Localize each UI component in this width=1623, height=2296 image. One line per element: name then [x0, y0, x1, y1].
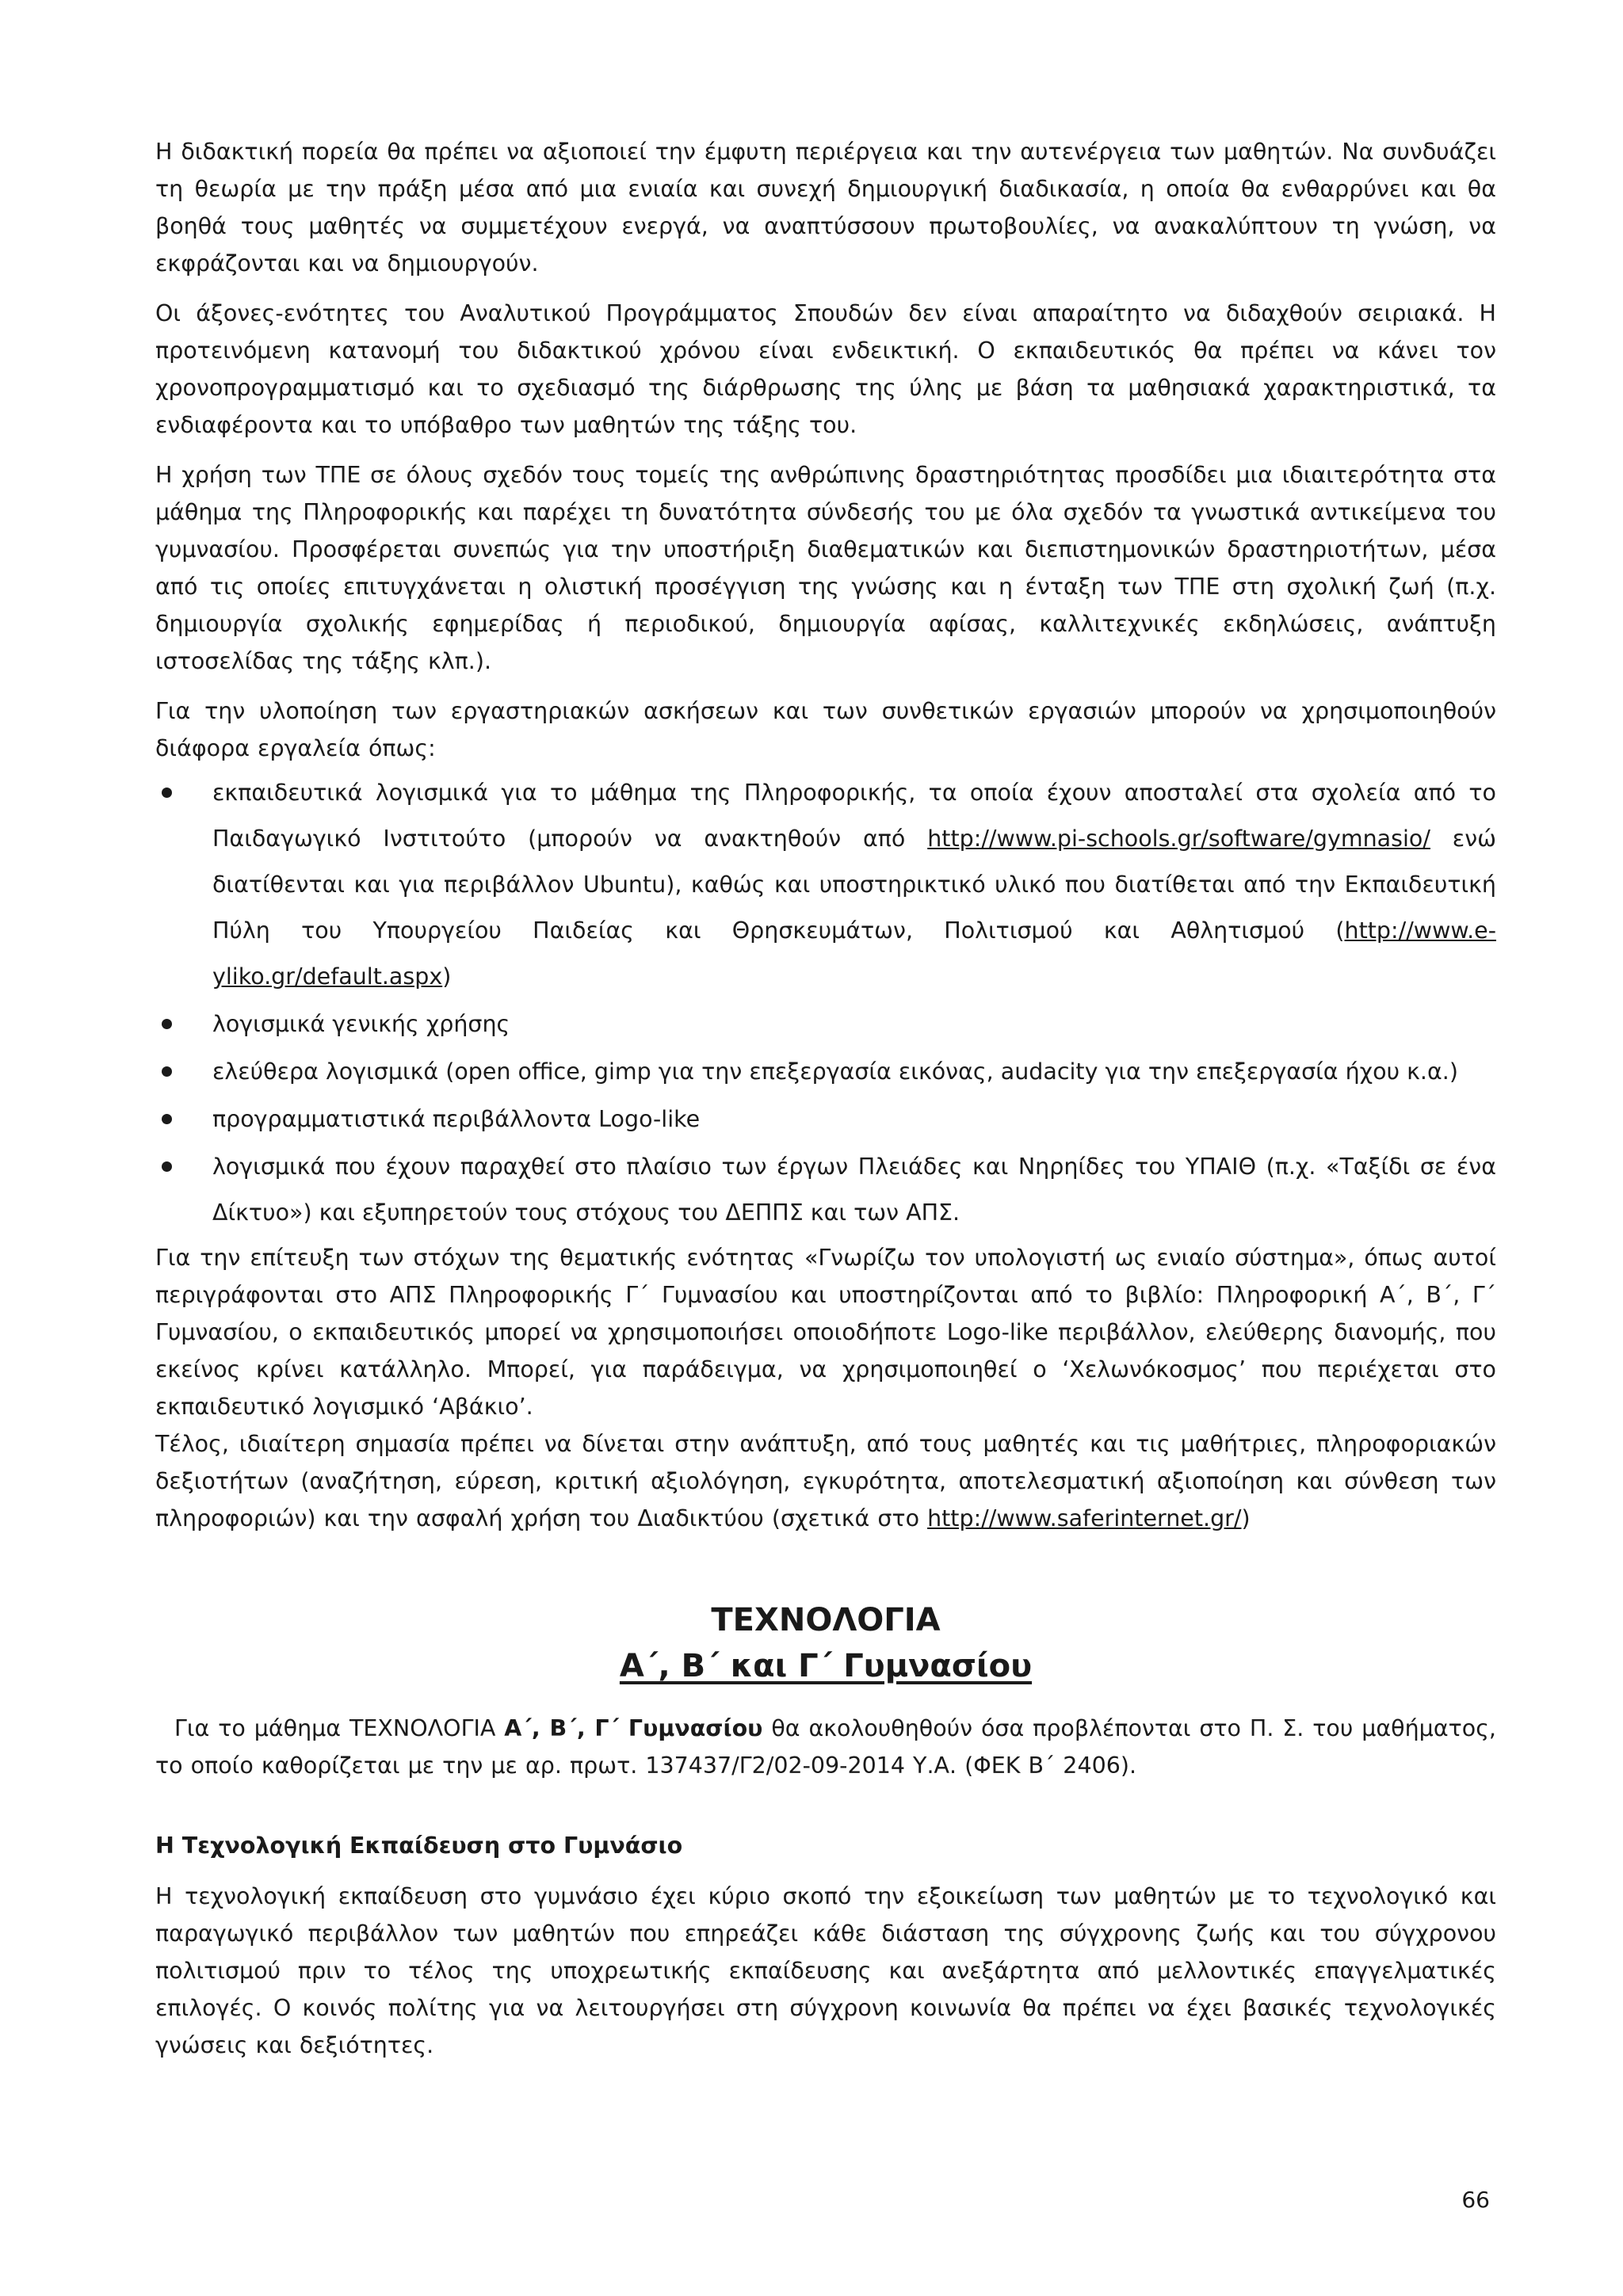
paragraph-ict-use: Η χρήση των ΤΠΕ σε όλους σχεδόν τους τομείς της ανθρώπινης δραστηριότητας προσδίδει μια ιδιαιτερότητα στα μάθημα της Πληροφορικής και παρέχει τη δυνατότητα σύνδεσής του με όλα σχεδόν τα γνωστικά αντικείμενα του γυμνασίου. Προσφέρεται συνεπώς για την υποστήριξη διαθεματικών και διεπιστημονικών δραστηριοτήτων, μέσα από τις οποίες επιτυγχάνεται η ολιστική προσέγγιση της γνώσης και η ένταξη των ΤΠΕ στη σχολική ζωή (π.χ. δημιουργία σχολικής εφημερίδας ή περιοδικού, δημιουργία αφίσας, καλλιτεχνικές εκδηλώσεις, ανάπτυξη ιστοσελίδας της τάξης κλπ.).: [155, 462, 1496, 674]
technology-subtitle: [155, 1645, 1496, 1688]
paragraph-information-skills: [155, 1425, 1496, 1537]
list-item-text: ): [442, 963, 452, 990]
paragraph-tools-intro: Για την υλοποίηση των εργαστηριακών ασκήσεων και των συνθετικών εργασιών μπορούν να χρησιμοποιηθούν διάφορα εργαλεία όπως:: [155, 698, 1496, 761]
paragraph-text: ): [1241, 1505, 1251, 1531]
list-item-general-software: [155, 1001, 1496, 1047]
bullet-icon: [162, 1066, 172, 1077]
bullet-icon: [162, 1161, 172, 1172]
bullet-icon: [162, 1114, 172, 1124]
section-heading-technological-education: Η Τεχνολογική Εκπαίδευση στο Γυμνάσιο: [155, 1833, 683, 1859]
paragraph-logo-environment: Για την επίτευξη των στόχων της θεματικής ενότητας «Γνωρίζω τον υπολογιστή ως ενιαίο σύστημα», όπως αυτοί περιγράφονται στο ΑΠΣ Πληροφορικής Γ΄ Γυμνασίου και υποστηρίζονται από το βιβλίο: Πληροφορική Α΄, Β΄, Γ΄ Γυμνασίου, ο εκπαιδευτικός μπορεί να χρησιμοποιήσει οποιοδήποτε Logo-like περιβάλλον, ελεύθερης διανομής, που εκείνος κρίνει κατάλληλο. Μπορεί, για παράδειγμα, να χρησιμοποιηθεί ο ‘Χελωνόκοσμος’ που περιέχεται στο εκπαιδευτικό λογισμικό ‘Αβάκιο’.: [155, 1245, 1496, 1420]
tools-list: [155, 770, 1496, 1236]
technology-title: ΤΕΧΝΟΛΟΓΙΑ: [711, 1602, 941, 1638]
list-item-project-software: [155, 1144, 1496, 1236]
bullet-icon: [162, 788, 172, 798]
list-item-text: λογισμικά που έχουν παραχθεί στο πλαίσιο των έργων Πλειάδες και Νηρηίδες του ΥΠΑΙΘ (π.χ. «Ταξίδι σε ένα Δίκτυο») και εξυπηρετούν τους στόχους του ΔΕΠΠΣ και των ΑΠΣ.: [212, 1154, 1496, 1226]
list-item-text: εκπαιδευτικά λογισμικά για το μάθημα της Πληροφορικής, τα οποία έχουν αποσταλεί στα σχολεία από το Παιδαγωγικό Ινστιτούτο (μπορούν να ανακτηθούν από: [212, 780, 1496, 852]
paragraph-technological-education: Η τεχνολογική εκπαίδευση στο γυμνάσιο έχει κύριο σκοπό την εξοικείωση των μαθητών με το τεχνολογικό και παραγωγικό περιβάλλον των μαθητών που επηρεάζει κάθε διάσταση της σύγχρονης ζωής και του σύγχρονου πολιτισμού πριν το τέλος της υποχρεωτικής εκπαίδευσης και ανεξάρτητα από μελλοντικές επαγγελματικές επιλογές. Ο κοινός πολίτης για να λειτουργήσει στη σύγχρονη κοινωνία θα πρέπει να έχει βασικές τεχνολογικές γνώσεις και δεξιότητες.: [155, 1883, 1496, 2058]
paragraph-technology-intro: [155, 1710, 1496, 1784]
list-item-text: ελεύθερα λογισμικά (open office, gimp για την επεξεργασία εικόνας, audacity για την επεξεργασία ήχου κ.α.): [212, 1058, 1458, 1085]
technology-subtitle-text: Α΄, Β΄ και Γ΄ Γυμνασίου: [619, 1648, 1033, 1684]
list-item-text: λογισμικά γενικής χρήσης: [212, 1011, 510, 1037]
list-item-free-software: [155, 1049, 1496, 1095]
paragraph-text: Για το μάθημα ΤΕΧΝΟΛΟΓΙΑ: [174, 1715, 505, 1741]
saferinternet-link[interactable]: http://www.saferinternet.gr/: [927, 1505, 1242, 1531]
list-item-logo-like: [155, 1097, 1496, 1142]
pi-schools-link[interactable]: http://www.pi-schools.gr/software/gymnasio/: [927, 826, 1430, 852]
bullet-icon: [162, 1019, 172, 1029]
paragraph-curriculum-axes: Οι άξονες-ενότητες του Αναλυτικού Προγράμματος Σπουδών δεν είναι απαραίτητο να διδαχθούν σειριακά. Η προτεινόμενη κατανομή του διδακτικού χρόνου είναι ενδεικτική. Ο εκπαιδευτικός θα πρέπει να κάνει τον χρονοπρογραμματισμό και το σχεδιασμό της διάρθρωσης της ύλης με βάση τα μαθησιακά χαρακτηριστικά, τα ενδιαφέροντα και το υπόβαθρο των μαθητών της τάξης του.: [155, 300, 1496, 438]
e-yliko-link[interactable]: http://www.e-yliko.gr/default.aspx: [212, 917, 1496, 990]
list-item-text: προγραμματιστικά περιβάλλοντα Logo-like: [212, 1106, 701, 1132]
paragraph-text: θα ακολουθηθούν όσα προβλέπονται στο Π. Σ. του μαθήματος, το οποίο καθορίζεται με την με αρ. πρωτ. 137437/Γ2/02-09-2014 Υ.Α. (ΦΕΚ Β΄ 2406).: [155, 1715, 1496, 1779]
paragraph-teaching-approach: Η διδακτική πορεία θα πρέπει να αξιοποιεί την έμφυτη περιέργεια και την αυτενέργεια των μαθητών. Να συνδυάζει τη θεωρία με την πράξη μέσα από μια ενιαία και συνεχή δημιουργική διαδικασία, η οποία θα ενθαρρύνει και θα βοηθά τους μαθητές να συμμετέχουν ενεργά, να αναπτύσσουν πρωτοβουλίες, να ανακαλύπτουν τη γνώση, να εκφράζονται και να δημιουργούν.: [155, 139, 1496, 277]
paragraph-text: Τέλος, ιδιαίτερη σημασία πρέπει να δίνεται στην ανάπτυξη, από τους μαθητές και τις μαθήτριες, πληροφοριακών δεξιοτήτων (αναζήτηση, εύρεση, κριτική αξιολόγηση, εγκυρότητα, αποτελεσματική αξιοποίηση και σύνθεση των πληροφοριών) και την ασφαλή χρήση του Διαδικτύου (σχετικά στο: [155, 1431, 1496, 1531]
paragraph-bold-text: Α΄, Β΄, Γ΄ Γυμνασίου: [504, 1715, 763, 1741]
page-number: 66: [1461, 2187, 1490, 2213]
list-item-educational-software: [155, 770, 1496, 1000]
list-item-text: ενώ διατίθενται και για περιβάλλον Ubuntu), καθώς και υποστηρικτικό υλικό που διατίθεται από την Εκπαιδευτική Πύλη του Υπουργείου Παιδείας και Θρησκευμάτων, Πολιτισμού και Αθλητισμού (: [212, 826, 1496, 944]
